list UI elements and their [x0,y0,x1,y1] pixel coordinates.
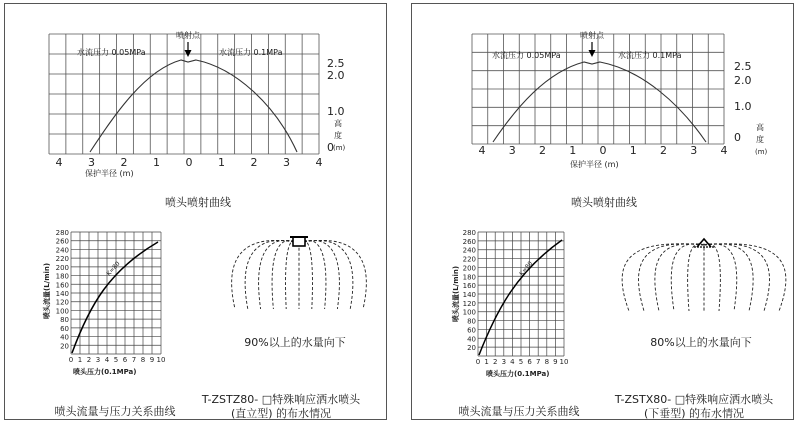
flow-curve-label: K=80 [518,260,535,278]
flow-caption: 喷头流量与压力关系曲线 [54,405,176,418]
spray-x-tick: 1 [629,144,637,157]
spray-y-title-2: 度 [756,135,764,144]
product-title: T-ZSTX80- □特殊响应洒水喷头 [614,393,774,406]
flow-x-tick: 5 [113,356,119,364]
flow-y-tick: 220 [462,255,476,264]
flow-y-tick: 20 [467,344,476,353]
spray-arc [704,244,737,311]
flow-grid [71,232,161,354]
spray-x-tick: 1 [153,156,160,169]
spray-x-tick: 4 [315,156,323,169]
product-subtitle: (直立型) 的布水情况 [230,407,332,420]
spray-arc [704,244,753,311]
flow-x-tick: 7 [535,358,541,366]
flow-x-tick: 7 [131,356,137,364]
spray-y-tick: 0 [327,141,334,154]
flow-y-tick: 80 [60,316,69,325]
spray-x-tick: 3 [690,144,698,157]
flow-x-tick: 6 [122,356,128,364]
spray-x-tick: 4 [55,156,63,169]
flow-y-tick: 280 [462,229,476,237]
flow-y-tick: 160 [462,282,476,291]
spray-y-tick: 2.0 [327,69,345,82]
spray-x-tick: 3 [88,156,95,169]
spray-curve [493,62,706,142]
flow-x-tick: 10 [156,356,166,364]
flow-y-axis-ticks [463,229,476,352]
flow-x-tick: 1 [484,358,489,366]
flow-y-title: 喷头流量(L/min) [452,265,460,322]
spray-x-tick: 3 [508,144,516,157]
flow-y-title: 喷头流量(L/min) [43,262,51,319]
flow-x-tick: 0 [475,358,481,366]
flow-x-title: 喷头压力(0.1MPa) [486,370,550,378]
spray-arc [259,240,299,309]
flow-y-tick: 200 [462,264,476,273]
flow-y-tick: 140 [55,290,69,298]
spray-x-tick: 2 [660,144,667,157]
product-title: T-ZSTZ80- □特殊响应洒水喷头 [201,393,361,406]
spray-arc [299,240,339,309]
flow-x-tick: 4 [510,358,515,366]
spray-x-tick: 2 [539,144,546,157]
spray-y-tick: 2.5 [327,57,345,70]
flow-y-tick: 20 [60,342,69,351]
flow-caption: 喷头流量与压力关系曲线 [458,405,580,418]
spray-arc [704,244,786,311]
spray-y-title-3: (m) [755,148,768,156]
spray-arc [704,244,720,311]
nozzle-label: 喷射点 [176,31,200,40]
spray-x-tick: 4 [478,144,486,157]
flow-y-axis-ticks [56,229,69,350]
flow-y-tick: 60 [467,326,476,335]
flow-x-tick: 2 [492,358,498,366]
flow-x-tick: 0 [68,356,74,364]
spray-caption: 喷头喷射曲线 [571,196,637,209]
flow-x-tick: 5 [518,358,524,366]
flow-x-tick: 10 [559,358,569,366]
flow-y-tick: 100 [55,307,69,316]
spray-x-axis-ticks [479,144,728,157]
flow-y-tick: 40 [467,335,476,344]
spray-arc [655,244,704,311]
flow-x-tick: 9 [149,356,155,364]
spray-x-tick: 1 [218,156,225,169]
flow-x-tick: 1 [77,356,83,364]
spray-y-title-2: 度 [334,131,342,140]
spray-x-title: 保护半径 (m) [570,160,619,169]
flow-x-tick: 8 [140,356,146,364]
pressure-low-label: 水流压力 0.05MPa [77,48,146,57]
flow-y-tick: 260 [462,237,476,246]
spray-y-tick: 1.0 [327,105,345,118]
sprinkler-head [697,239,711,247]
panel-upright [4,3,387,420]
spray-x-tick: 2 [120,156,128,169]
spray-x-tick: 3 [283,156,290,169]
spray-y-title-1: 高 [756,123,764,132]
flow-y-tick: 240 [55,246,69,255]
spray-y-tick: 2.0 [734,74,752,87]
water-distribution-figure [622,239,786,311]
flow-y-tick: 40 [60,333,69,342]
flow-x-title: 喷头压力(0.1MPa) [73,368,137,376]
flow-x-tick: 2 [86,356,92,364]
flow-y-tick: 160 [55,281,69,290]
spray-y-tick: 0 [734,131,741,144]
flow-y-tick: 80 [467,317,476,326]
spray-arc [286,240,299,309]
flow-x-tick: 9 [553,358,558,366]
nozzle-arrow [589,42,596,57]
product-subtitle: (下垂型) 的布水情况 [643,407,745,420]
spray-x-tick: 0 [185,156,193,169]
flow-x-tick: 4 [104,356,110,364]
distribution-percent: 90%以上的水量向下 [244,336,346,349]
spray-x-tick: 2 [250,156,258,169]
flow-y-tick: 120 [55,298,69,307]
spray-arc [688,244,704,311]
flow-y-tick: 140 [462,291,476,299]
flow-y-tick: 100 [462,308,476,317]
spray-x-title: 保护半径 (m) [85,169,134,178]
nozzle-label: 喷射点 [580,31,604,40]
water-distribution-figure [232,237,367,309]
spray-y-axis-ticks [734,60,752,144]
flow-y-tick: 200 [55,263,69,272]
spray-caption: 喷头喷射曲线 [165,196,231,209]
spray-arc [622,244,704,311]
spray-curve-chart [412,4,795,421]
panel-pendent [411,3,794,420]
spray-arc [299,240,312,309]
flow-y-tick: 260 [55,237,69,246]
flow-x-tick: 6 [527,358,532,366]
flow-y-tick: 60 [60,324,69,333]
flow-y-tick: 120 [462,299,476,308]
flow-x-axis-ticks [69,356,166,364]
flow-y-tick: 280 [55,229,69,237]
flow-curve [479,240,562,355]
flow-y-tick: 180 [462,273,476,282]
flow-x-tick: 8 [544,358,550,366]
flow-x-tick: 3 [95,356,101,364]
spray-x-tick: 1 [569,144,577,157]
spray-curve-chart [5,4,388,421]
spray-x-axis-ticks [56,156,323,169]
flow-y-tick: 180 [55,272,69,281]
pressure-high-label: 水流压力 0.1MPa [219,48,283,57]
flow-y-tick: 220 [55,255,69,264]
flow-y-tick: 240 [462,246,476,255]
spray-x-tick: 0 [599,144,607,157]
pressure-low-label: 水流压力 0.05MPa [492,51,561,60]
distribution-percent: 80%以上的水量向下 [650,336,752,349]
spray-y-tick: 2.5 [734,60,752,73]
pressure-high-label: 水流压力 0.1MPa [618,51,682,60]
spray-y-title-1: 高 [334,119,342,128]
spray-x-tick: 4 [720,144,728,157]
flow-grid [478,232,564,356]
flow-curve-label: K=80 [105,260,122,278]
nozzle-arrow [185,42,192,57]
spray-y-title-3: (m) [333,144,346,152]
flow-x-tick: 3 [501,358,507,366]
spray-y-tick: 1.0 [734,100,752,113]
sprinkler-head [293,237,305,246]
flow-x-axis-ticks [476,358,569,366]
spray-arc [671,244,704,311]
